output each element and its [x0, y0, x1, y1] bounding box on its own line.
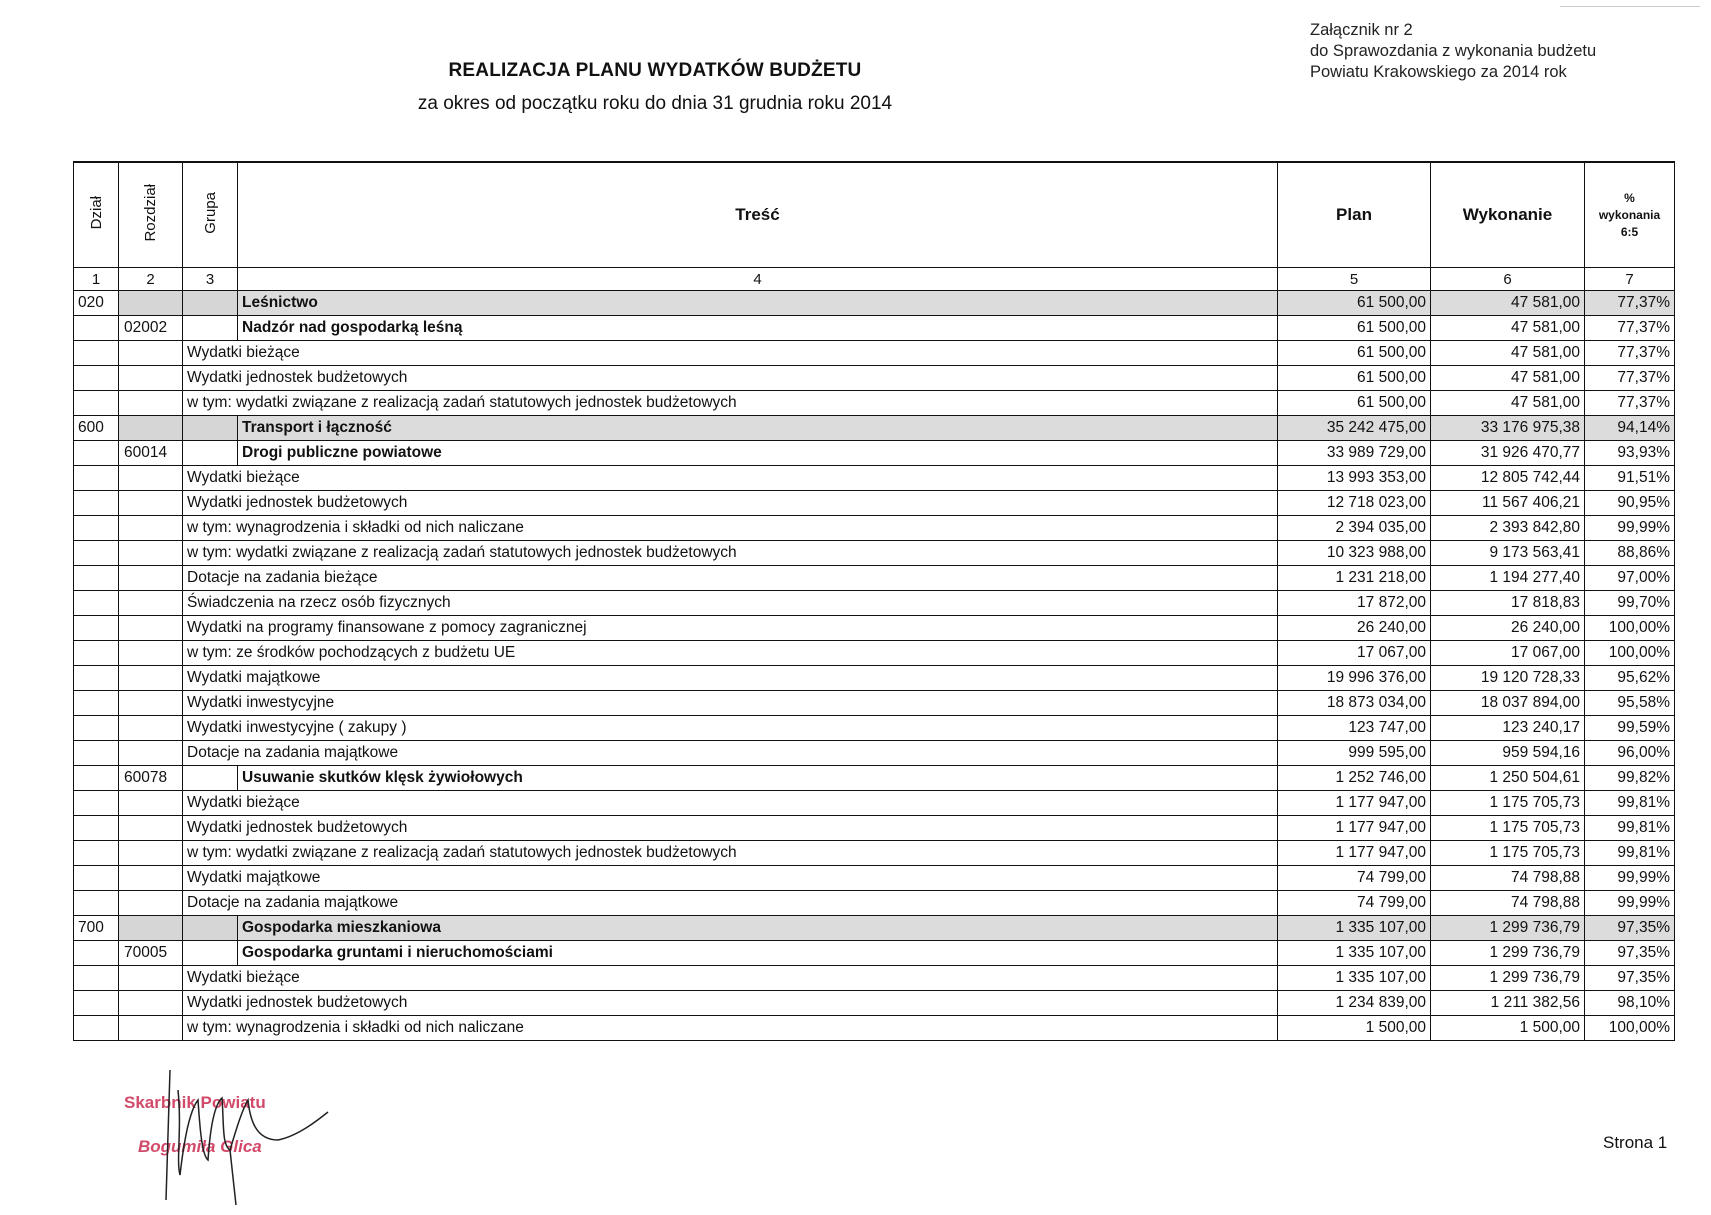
row-label: Świadczenia na rzecz osób fizycznych — [183, 591, 1278, 616]
table-row — [74, 641, 1675, 666]
execution-value: 9 173 563,41 — [1431, 541, 1585, 566]
table-row — [74, 591, 1675, 616]
dzial-cell — [74, 591, 119, 616]
rozdzial-cell — [119, 816, 183, 841]
dzial-cell — [74, 541, 119, 566]
grupa-cell — [183, 941, 238, 966]
plan-value: 1 177 947,00 — [1278, 791, 1431, 816]
plan-value: 1 177 947,00 — [1278, 841, 1431, 866]
execution-value: 1 299 736,79 — [1431, 966, 1585, 991]
execution-value: 19 120 728,33 — [1431, 666, 1585, 691]
header-grupa: Grupa — [183, 162, 238, 268]
execution-value: 1 299 736,79 — [1431, 941, 1585, 966]
table-row — [74, 966, 1675, 991]
dzial-cell — [74, 666, 119, 691]
dzial-code: 700 — [74, 916, 119, 941]
table-row — [74, 791, 1675, 816]
row-label: Wydatki bieżące — [183, 466, 1278, 491]
dzial-cell — [74, 691, 119, 716]
plan-value: 1 335 107,00 — [1278, 916, 1431, 941]
execution-value: 74 798,88 — [1431, 866, 1585, 891]
grupa-cell — [183, 291, 238, 316]
table-row — [74, 441, 1675, 466]
row-label: Wydatki inwestycyjne — [183, 691, 1278, 716]
row-label: Wydatki bieżące — [183, 341, 1278, 366]
rozdzial-cell — [119, 916, 183, 941]
col-number: 2 — [119, 268, 183, 291]
dzial-cell — [74, 566, 119, 591]
table-row — [74, 666, 1675, 691]
execution-percent: 97,35% — [1585, 966, 1675, 991]
dzial-cell — [74, 766, 119, 791]
execution-percent: 97,35% — [1585, 916, 1675, 941]
rozdzial-cell — [119, 716, 183, 741]
rozdzial-cell — [119, 1016, 183, 1041]
rozdzial-cell — [119, 416, 183, 441]
execution-percent: 88,86% — [1585, 541, 1675, 566]
table-row — [74, 516, 1675, 541]
rozdzial-cell — [119, 666, 183, 691]
table-row — [74, 766, 1675, 791]
rozdzial-cell — [119, 741, 183, 766]
rozdzial-cell — [119, 791, 183, 816]
execution-percent: 99,70% — [1585, 591, 1675, 616]
row-label: Drogi publiczne powiatowe — [238, 441, 1278, 466]
execution-value: 47 581,00 — [1431, 341, 1585, 366]
execution-value: 33 176 975,38 — [1431, 416, 1585, 441]
execution-percent: 77,37% — [1585, 316, 1675, 341]
execution-percent: 77,37% — [1585, 341, 1675, 366]
plan-value: 18 873 034,00 — [1278, 691, 1431, 716]
table-row — [74, 841, 1675, 866]
dzial-cell — [74, 491, 119, 516]
execution-percent: 97,35% — [1585, 941, 1675, 966]
col-number: 6 — [1431, 268, 1585, 291]
plan-value: 13 993 353,00 — [1278, 466, 1431, 491]
execution-percent: 100,00% — [1585, 1016, 1675, 1041]
table-row — [74, 316, 1675, 341]
signature-graphic — [118, 1070, 378, 1210]
plan-value: 26 240,00 — [1278, 616, 1431, 641]
rozdzial-cell — [119, 366, 183, 391]
plan-value: 61 500,00 — [1278, 366, 1431, 391]
row-label: w tym: wydatki związane z realizacją zadań statutowych jednostek budżetowych — [183, 541, 1278, 566]
row-label: Wydatki bieżące — [183, 966, 1278, 991]
plan-value: 35 242 475,00 — [1278, 416, 1431, 441]
dzial-code: 020 — [74, 291, 119, 316]
document-title: REALIZACJA PLANU WYDATKÓW BUDŻETU — [448, 60, 862, 81]
execution-percent: 99,59% — [1585, 716, 1675, 741]
table-row — [74, 716, 1675, 741]
budget-table — [73, 161, 1675, 1041]
table-row — [74, 691, 1675, 716]
execution-percent: 99,81% — [1585, 841, 1675, 866]
execution-value: 31 926 470,77 — [1431, 441, 1585, 466]
table-row — [74, 291, 1675, 316]
header-percent: % wykonania 6:5 — [1585, 162, 1675, 268]
table-row — [74, 816, 1675, 841]
row-label: Wydatki majątkowe — [183, 666, 1278, 691]
rozdzial-cell — [119, 691, 183, 716]
execution-value: 74 798,88 — [1431, 891, 1585, 916]
grupa-cell — [183, 316, 238, 341]
execution-percent: 96,00% — [1585, 741, 1675, 766]
execution-percent: 90,95% — [1585, 491, 1675, 516]
execution-value: 47 581,00 — [1431, 391, 1585, 416]
table-body — [74, 291, 1675, 1041]
execution-value: 18 037 894,00 — [1431, 691, 1585, 716]
stamp-line-1: Skarbnik Powiatu — [124, 1093, 266, 1112]
header-wykonanie: Wykonanie — [1431, 162, 1585, 268]
row-label: Dotacje na zadania majątkowe — [183, 741, 1278, 766]
table-row — [74, 941, 1675, 966]
plan-value: 12 718 023,00 — [1278, 491, 1431, 516]
grupa-cell — [183, 916, 238, 941]
dzial-cell — [74, 616, 119, 641]
rozdzial-cell — [119, 841, 183, 866]
rozdzial-cell — [119, 341, 183, 366]
rozdzial-cell — [119, 866, 183, 891]
table-row — [74, 391, 1675, 416]
grupa-cell — [183, 416, 238, 441]
col-number: 1 — [74, 268, 119, 291]
dzial-cell — [74, 641, 119, 666]
row-label: Dotacje na zadania majątkowe — [183, 891, 1278, 916]
table-row — [74, 991, 1675, 1016]
execution-percent: 99,99% — [1585, 866, 1675, 891]
column-number-row — [74, 268, 1675, 291]
table-row — [74, 491, 1675, 516]
execution-percent: 94,14% — [1585, 416, 1675, 441]
execution-value: 17 067,00 — [1431, 641, 1585, 666]
rozdzial-cell — [119, 641, 183, 666]
dzial-cell — [74, 866, 119, 891]
table-row — [74, 566, 1675, 591]
execution-value: 1 175 705,73 — [1431, 841, 1585, 866]
rozdzial-cell — [119, 966, 183, 991]
execution-percent: 77,37% — [1585, 391, 1675, 416]
rozdzial-cell — [119, 566, 183, 591]
rozdzial-cell — [119, 541, 183, 566]
plan-value: 61 500,00 — [1278, 391, 1431, 416]
table-row — [74, 616, 1675, 641]
row-label: Wydatki bieżące — [183, 791, 1278, 816]
row-label: Nadzór nad gospodarką leśną — [238, 316, 1278, 341]
execution-percent: 93,93% — [1585, 441, 1675, 466]
rozdzial-cell — [119, 391, 183, 416]
execution-percent: 98,10% — [1585, 991, 1675, 1016]
dzial-cell — [74, 466, 119, 491]
row-label: Wydatki inwestycyjne ( zakupy ) — [183, 716, 1278, 741]
dzial-cell — [74, 391, 119, 416]
dzial-cell — [74, 966, 119, 991]
rozdzial-cell — [119, 466, 183, 491]
plan-value: 1 252 746,00 — [1278, 766, 1431, 791]
document-subtitle: za okres od początku roku do dnia 31 grudnia roku 2014 — [417, 93, 893, 114]
table-row — [74, 416, 1675, 441]
dzial-cell — [74, 516, 119, 541]
execution-percent: 99,99% — [1585, 516, 1675, 541]
header-tresc: Treść — [238, 162, 1278, 268]
table-row — [74, 541, 1675, 566]
header-plan: Plan — [1278, 162, 1431, 268]
execution-percent: 99,81% — [1585, 791, 1675, 816]
rozdzial-code: 70005 — [119, 941, 183, 966]
execution-value: 26 240,00 — [1431, 616, 1585, 641]
plan-value: 61 500,00 — [1278, 291, 1431, 316]
rozdzial-cell — [119, 991, 183, 1016]
row-label: w tym: wydatki związane z realizacją zadań statutowych jednostek budżetowych — [183, 391, 1278, 416]
plan-value: 1 335 107,00 — [1278, 966, 1431, 991]
execution-value: 1 175 705,73 — [1431, 791, 1585, 816]
plan-value: 17 067,00 — [1278, 641, 1431, 666]
dzial-cell — [74, 991, 119, 1016]
row-label: Wydatki majątkowe — [183, 866, 1278, 891]
rozdzial-code: 02002 — [119, 316, 183, 341]
dzial-cell — [74, 741, 119, 766]
execution-percent: 77,37% — [1585, 366, 1675, 391]
stamp-line-2: Bogumiła Glica — [138, 1137, 262, 1156]
execution-value: 959 594,16 — [1431, 741, 1585, 766]
dzial-cell — [74, 841, 119, 866]
execution-value: 1 211 382,56 — [1431, 991, 1585, 1016]
rozdzial-code: 60014 — [119, 441, 183, 466]
rozdzial-cell — [119, 891, 183, 916]
plan-value: 1 335 107,00 — [1278, 941, 1431, 966]
rozdzial-code: 60078 — [119, 766, 183, 791]
plan-value: 2 394 035,00 — [1278, 516, 1431, 541]
row-label: w tym: wynagrodzenia i składki od nich naliczane — [183, 1016, 1278, 1041]
table-row — [74, 741, 1675, 766]
plan-value: 1 234 839,00 — [1278, 991, 1431, 1016]
annex-line-2: do Sprawozdania z wykonania budżetu — [1310, 42, 1597, 60]
dzial-cell — [74, 791, 119, 816]
row-label: Wydatki jednostek budżetowych — [183, 366, 1278, 391]
col-number: 5 — [1278, 268, 1431, 291]
execution-percent: 99,81% — [1585, 816, 1675, 841]
execution-value: 2 393 842,80 — [1431, 516, 1585, 541]
plan-value: 61 500,00 — [1278, 316, 1431, 341]
row-label: Wydatki jednostek budżetowych — [183, 816, 1278, 841]
table-row — [74, 366, 1675, 391]
annex-note — [1310, 20, 1596, 83]
execution-percent: 99,82% — [1585, 766, 1675, 791]
dzial-cell — [74, 716, 119, 741]
row-label: w tym: ze środków pochodzących z budżetu UE — [183, 641, 1278, 666]
row-label: w tym: wynagrodzenia i składki od nich naliczane — [183, 516, 1278, 541]
row-label: w tym: wydatki związane z realizacją zadań statutowych jednostek budżetowych — [183, 841, 1278, 866]
table-row — [74, 466, 1675, 491]
execution-value: 47 581,00 — [1431, 291, 1585, 316]
plan-value: 61 500,00 — [1278, 341, 1431, 366]
execution-value: 47 581,00 — [1431, 366, 1585, 391]
grupa-cell — [183, 766, 238, 791]
header-row — [74, 162, 1675, 268]
dzial-cell — [74, 441, 119, 466]
page-number: Strona 1 — [1603, 1133, 1668, 1152]
col-number: 3 — [183, 268, 238, 291]
row-label: Gospodarka gruntami i nieruchomościami — [238, 941, 1278, 966]
dzial-cell — [74, 366, 119, 391]
plan-value: 123 747,00 — [1278, 716, 1431, 741]
dzial-cell — [74, 941, 119, 966]
dzial-cell — [74, 316, 119, 341]
execution-percent: 95,58% — [1585, 691, 1675, 716]
execution-value: 12 805 742,44 — [1431, 466, 1585, 491]
annex-line-3: Powiatu Krakowskiego za 2014 rok — [1310, 63, 1567, 81]
execution-percent: 77,37% — [1585, 291, 1675, 316]
execution-value: 1 299 736,79 — [1431, 916, 1585, 941]
header-rozdzial: Rozdział — [119, 162, 183, 268]
row-label: Usuwanie skutków klęsk żywiołowych — [238, 766, 1278, 791]
table-row — [74, 1016, 1675, 1041]
plan-value: 74 799,00 — [1278, 891, 1431, 916]
row-label: Wydatki jednostek budżetowych — [183, 491, 1278, 516]
treasurer-signature-stamp — [118, 1070, 378, 1210]
execution-value: 1 250 504,61 — [1431, 766, 1585, 791]
table-row — [74, 916, 1675, 941]
header-dzial: Dział — [74, 162, 119, 268]
execution-value: 123 240,17 — [1431, 716, 1585, 741]
dzial-cell — [74, 1016, 119, 1041]
row-label: Wydatki na programy finansowane z pomocy zagranicznej — [183, 616, 1278, 641]
plan-value: 17 872,00 — [1278, 591, 1431, 616]
rozdzial-cell — [119, 616, 183, 641]
plan-value: 999 595,00 — [1278, 741, 1431, 766]
plan-value: 10 323 988,00 — [1278, 541, 1431, 566]
plan-value: 1 500,00 — [1278, 1016, 1431, 1041]
plan-value: 1 177 947,00 — [1278, 816, 1431, 841]
execution-percent: 91,51% — [1585, 466, 1675, 491]
execution-value: 1 175 705,73 — [1431, 816, 1585, 841]
row-label: Leśnictwo — [238, 291, 1278, 316]
annex-line-1: Załącznik nr 2 — [1310, 21, 1413, 39]
table-row — [74, 866, 1675, 891]
row-label: Transport i łączność — [238, 416, 1278, 441]
plan-value: 1 231 218,00 — [1278, 566, 1431, 591]
plan-value: 19 996 376,00 — [1278, 666, 1431, 691]
row-label: Gospodarka mieszkaniowa — [238, 916, 1278, 941]
dzial-code: 600 — [74, 416, 119, 441]
col-number: 7 — [1585, 268, 1675, 291]
execution-value: 1 500,00 — [1431, 1016, 1585, 1041]
execution-value: 17 818,83 — [1431, 591, 1585, 616]
execution-percent: 99,99% — [1585, 891, 1675, 916]
execution-value: 47 581,00 — [1431, 316, 1585, 341]
rozdzial-cell — [119, 491, 183, 516]
rozdzial-cell — [119, 591, 183, 616]
row-label: Wydatki jednostek budżetowych — [183, 991, 1278, 1016]
rozdzial-cell — [119, 516, 183, 541]
scan-edge-line — [1560, 6, 1700, 7]
execution-value: 11 567 406,21 — [1431, 491, 1585, 516]
rozdzial-cell — [119, 291, 183, 316]
execution-value: 1 194 277,40 — [1431, 566, 1585, 591]
row-label: Dotacje na zadania bieżące — [183, 566, 1278, 591]
dzial-cell — [74, 341, 119, 366]
execution-percent: 100,00% — [1585, 616, 1675, 641]
col-number: 4 — [238, 268, 1278, 291]
plan-value: 74 799,00 — [1278, 866, 1431, 891]
execution-percent: 100,00% — [1585, 641, 1675, 666]
execution-percent: 97,00% — [1585, 566, 1675, 591]
execution-percent: 95,62% — [1585, 666, 1675, 691]
table-row — [74, 341, 1675, 366]
dzial-cell — [74, 816, 119, 841]
grupa-cell — [183, 441, 238, 466]
plan-value: 33 989 729,00 — [1278, 441, 1431, 466]
dzial-cell — [74, 891, 119, 916]
table-row — [74, 891, 1675, 916]
